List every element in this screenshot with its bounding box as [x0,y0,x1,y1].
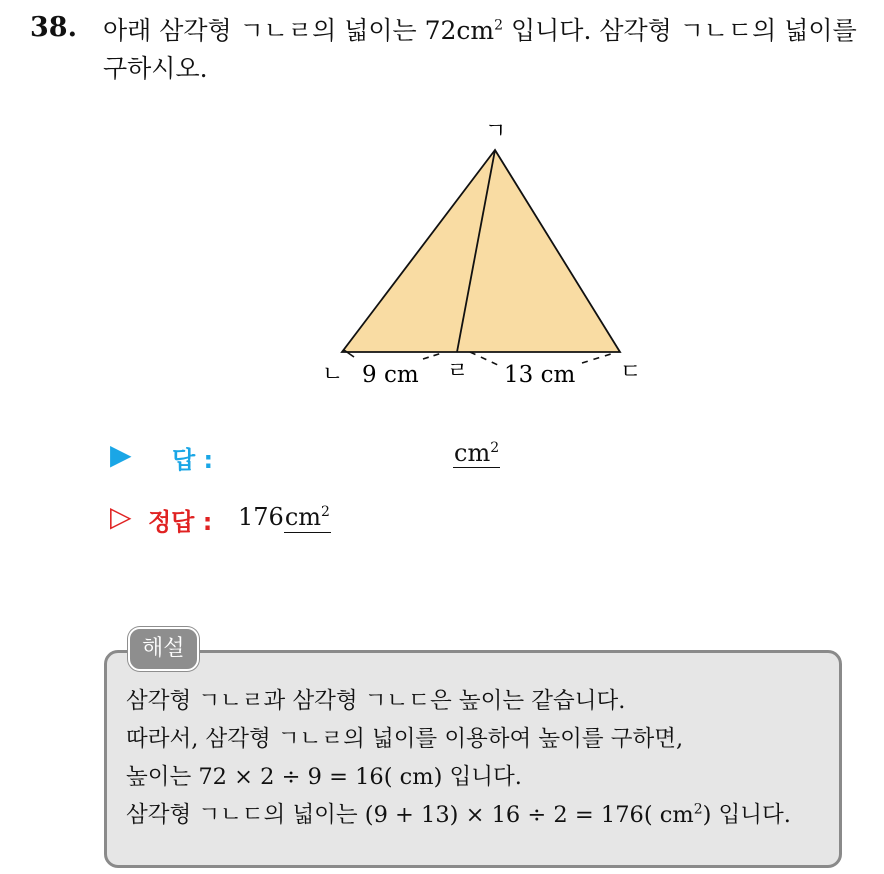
correct-answer-label: 정답 : [148,508,213,536]
correct-answer-value [238,504,331,530]
explanation-line-1: 삼각형 ㄱㄴㄹ과 삼각형 ㄱㄴㄷ은 높이는 같습니다. [126,688,626,714]
answer-unit: cm [454,439,491,467]
explanation-line-4 [126,796,846,834]
correct-answer-unit: cm [284,503,322,531]
question-unit: cm [456,16,495,45]
correct-answer-unit-wrap [284,503,331,533]
label-left-vertex: ㄴ [322,362,344,387]
correct-answer-unit-sup: 2 [321,504,330,520]
red-play-outline-icon: ▷ [110,500,132,533]
question-line-1 [103,12,873,50]
explanation-text [126,682,846,834]
answer-unit-sup: 2 [490,440,500,456]
answer-row [110,438,610,474]
dimension-dash-mid-right [470,352,500,366]
label-apex: ㄱ [485,119,507,144]
correct-answer-row [110,500,610,536]
label-length-left: 9 cm [362,362,419,388]
explanation-line-3: 높이는 72 × 2 ÷ 9 = 16( cm) 입니다. [126,764,522,790]
question-unit-sup: 2 [494,17,504,34]
explanation-line4-b: ) 입니다. [702,802,791,828]
answer-label: 답 : [172,446,214,474]
explanation-line-2: 따라서, 삼각형 ㄱㄴㄹ의 넓이를 이용하여 높이를 구하면, [126,726,684,752]
explanation-tab: 해설 [128,627,199,671]
label-mid-point: ㄹ [447,359,469,384]
triangle-figure [320,110,650,400]
question-line1-a: 아래 삼각형 ㄱㄴㄹ의 넓이는 72 [103,16,457,45]
dimension-dash-left-b [423,353,442,359]
explanation-line4-sup: 2 [693,801,703,818]
question-text [103,12,873,88]
question-number: 38. [30,12,77,43]
question-line-2: 구하시오. [103,54,208,83]
label-right-vertex: ㄷ [620,360,642,385]
label-length-right: 13 cm [504,362,576,388]
answer-input[interactable] [453,440,500,468]
explanation-line4-a: 삼각형 ㄱㄴㄷ의 넓이는 (9 + 13) × 16 ÷ 2 = 176( cm [126,802,694,828]
triangle-shape [342,150,620,352]
correct-answer-number: 176 [238,503,284,531]
question-line1-b: 입니다. 삼각형 ㄱㄴㄷ의 넓이를 [503,16,857,45]
blue-play-icon: ▶ [110,438,132,471]
dimension-dash-right [582,353,614,363]
